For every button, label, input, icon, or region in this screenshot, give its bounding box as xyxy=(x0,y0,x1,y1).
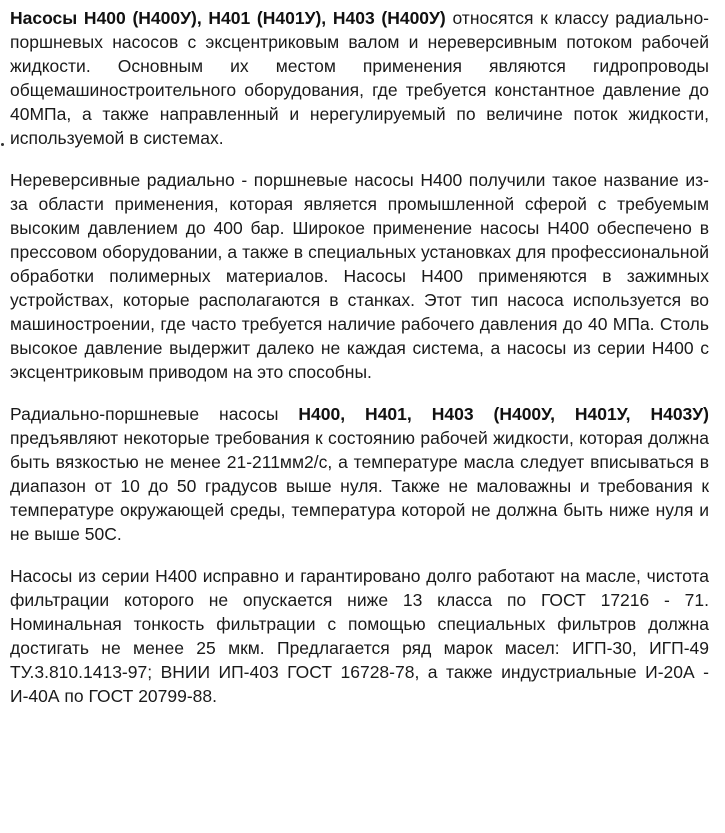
pump-models-bold-2: Н400, Н401, Н403 (Н400У, Н401У, Н403У) xyxy=(298,404,710,424)
paragraph-requirements-text: предъявляют некоторые требования к состоянию рабочей жидкости, которая должна быть вязкостью не менее 21-211мм2/с, а температуре масла следует вписываться в диапазон от 10 до 50 градусов выше нуля. Также не маловажны и требования к температуре окружающей среды, температура которой не должна быть ниже нуля и не выше 50С. xyxy=(10,428,709,544)
paragraph-applications: Нереверсивные радиально - поршневые насосы Н400 получили такое название из-за области применения, которая является промышленной сферой с требуемым высоким давлением до 400 бар. Широкое применение насосы Н400 обеспечено в прессовом оборудовании, а также в специальных установках для профессиональной обработки полимерных материалов. Насосы Н400 применяются в зажимных устройствах, которые располагаются в станках. Этот тип насоса используется во машиностроении, где часто требуется наличие рабочего давления до 40 МПа. Столь высокое давление выдержит далеко не каждая система, а насосы из серии Н400 с эксцентриковым приводом на это способны. xyxy=(10,170,709,382)
paragraph-intro xyxy=(10,6,709,150)
paragraph-intro-text: относятся к классу радиально-поршневых насосов с эксцентриковым валом и нереверсивным потоком рабочей жидкости. Основным их местом применения являются гидропроводы общемашиностроительного оборудования, где требуется константное давление до 40МПа, а также направленный и нерегулируемый по величине поток жидкости, используемой в системах. xyxy=(10,8,710,148)
margin-dot xyxy=(1,143,4,146)
article-body xyxy=(10,6,709,726)
pump-models-bold: Насосы Н400 (Н400У), Н401 (Н401У), Н403 (Н400У) xyxy=(10,8,446,28)
paragraph-requirements xyxy=(10,402,709,546)
paragraph-requirements-lead: Радиально-поршневые насосы xyxy=(10,404,299,424)
paragraph-oil: Насосы из серии Н400 исправно и гарантировано долго работают на масле, чистота фильтрации которого не опускается ниже 13 класса по ГОСТ 17216 - 71. Номинальная тонкость фильтрации с помощью специальных фильтров должна достигать не менее 25 мкм. Предлагается ряд марок масел: ИГП-30, ИГП-49 ТУ.3.810.1413-97; ВНИИ ИП-403 ГОСТ 16728-78, а также индустриальные И-20А - И-40А по ГОСТ 20799-88. xyxy=(10,566,709,706)
